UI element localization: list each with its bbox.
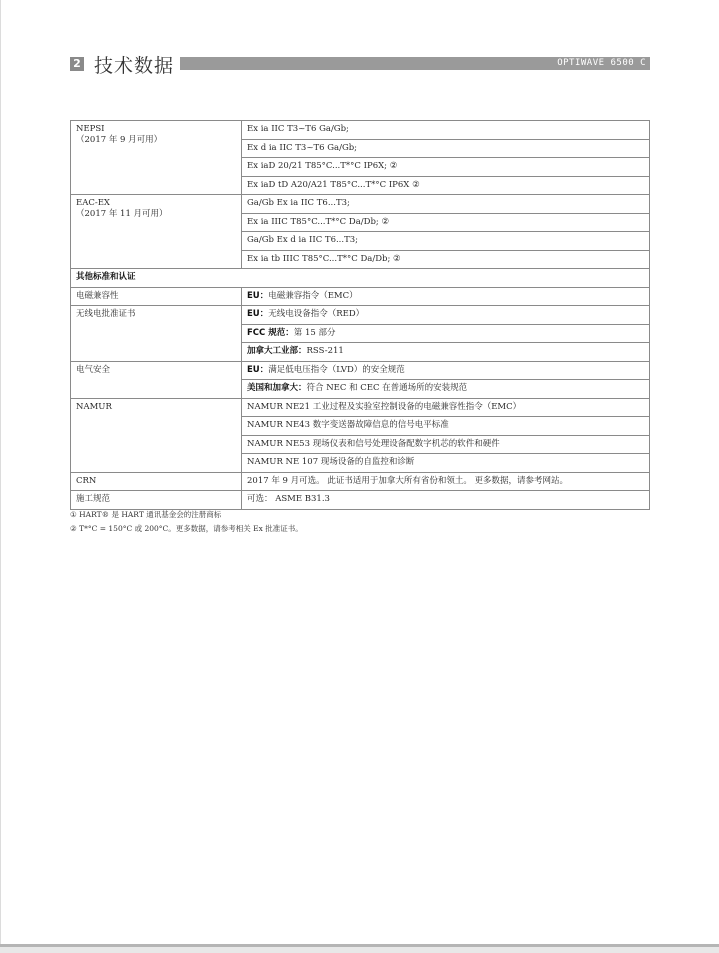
electrical-label: 电气安全 — [71, 361, 242, 398]
table-row — [71, 472, 650, 491]
radio-region: FCC 规范： — [247, 327, 294, 338]
table-row — [71, 398, 650, 417]
table-row — [71, 361, 650, 380]
table-cell: 2017 年 9 月可选。 此证书适用于加拿大所有省份和领土。 更多数据，请参考网站。 — [242, 472, 650, 491]
specification-table — [70, 120, 650, 510]
table-cell — [242, 324, 650, 343]
table-cell: Ex d ia IIC T3~T6 Ga/Gb; — [242, 139, 650, 158]
crn-label: CRN — [71, 472, 242, 491]
table-cell: Ex ia IIC T3~T6 Ga/Gb; — [242, 121, 650, 140]
table-cell: Ga/Gb Ex d ia IIC T6...T3; — [242, 232, 650, 251]
electrical-text: 符合 NEC 和 CEC 在普通场所的安装规范 — [306, 383, 468, 393]
eac-availability: （2017 年 11 月可用） — [76, 209, 168, 219]
table-cell: Ex iaD tD A20/A21 T85°C...T*°C IP6X ② — [242, 176, 650, 195]
radio-region: 加拿大工业部： — [247, 346, 307, 356]
table-cell: NAMUR NE53 现场仪表和信号处理设备配数字机芯的软件和硬件 — [242, 435, 650, 454]
page-edge — [0, 0, 1, 953]
radio-text: 第 15 部分 — [293, 327, 336, 338]
header-bar — [180, 57, 650, 70]
radio-label: 无线电批准证书 — [71, 306, 242, 362]
namur-label: NAMUR — [71, 398, 242, 472]
table-cell: Ex ia IIIC T85°C...T*°C Da/Db; ② — [242, 213, 650, 232]
emc-region: EU： — [247, 290, 269, 301]
footnotes — [70, 508, 650, 536]
table-cell — [242, 361, 650, 380]
table-cell — [242, 380, 650, 399]
table-row — [71, 306, 650, 325]
section-header — [70, 52, 650, 78]
table-cell: NAMUR NE21 工业过程及实验室控制设备的电磁兼容性指令（EMC） — [242, 398, 650, 417]
nepsi-label: NEPSI — [76, 124, 105, 134]
footnote-1: ① HART® 是 HART 通讯基金会的注册商标 — [70, 510, 222, 519]
table-cell: 可选： ASME B31.3 — [242, 491, 650, 510]
product-name: OPTIWAVE 6500 C — [557, 58, 646, 68]
table-cell: Ex iaD 20/21 T85°C...T*°C IP6X; ② — [242, 158, 650, 177]
nepsi-availability: （2017 年 9 月可用） — [76, 135, 163, 145]
eac-label: EAC-EX — [76, 198, 110, 208]
table-row — [71, 269, 650, 288]
table-cell — [242, 343, 650, 362]
electrical-region: EU： — [247, 364, 269, 375]
footnote-2: ② T*°C = 150°C 或 200°C。更多数据，请参考相关 Ex 批准证书。 — [70, 524, 303, 533]
table-row — [71, 491, 650, 510]
section-title: 技术数据 — [94, 55, 175, 77]
other-standards-heading: 其他标准和认证 — [71, 269, 650, 288]
emc-text: 电磁兼容指令（EMC） — [268, 290, 358, 301]
table-cell: Ga/Gb Ex ia IIC T6...T3; — [242, 195, 650, 214]
radio-text: RSS-211 — [306, 346, 344, 356]
electrical-region: 美国和加拿大： — [247, 383, 307, 393]
table-cell: Ex ia tb IIIC T85°C...T*°C Da/Db; ② — [242, 250, 650, 269]
table-row — [71, 121, 650, 140]
construction-label: 施工规范 — [71, 491, 242, 510]
table-cell — [242, 287, 650, 306]
row-label-eac — [71, 195, 242, 269]
table-cell: NAMUR NE 107 现场设备的自监控和诊断 — [242, 454, 650, 473]
radio-text: 无线电设备指令（RED） — [268, 309, 365, 319]
emc-label: 电磁兼容性 — [71, 287, 242, 306]
section-number: 2 — [70, 57, 84, 71]
electrical-text: 满足低电压指令（LVD）的安全规范 — [268, 364, 405, 375]
radio-region: EU： — [247, 309, 269, 319]
row-label-nepsi — [71, 121, 242, 195]
table-row — [71, 287, 650, 306]
table-cell — [242, 306, 650, 325]
bottom-band — [0, 947, 719, 953]
table-cell: NAMUR NE43 数字变送器故障信息的信号电平标准 — [242, 417, 650, 436]
table-row — [71, 195, 650, 214]
